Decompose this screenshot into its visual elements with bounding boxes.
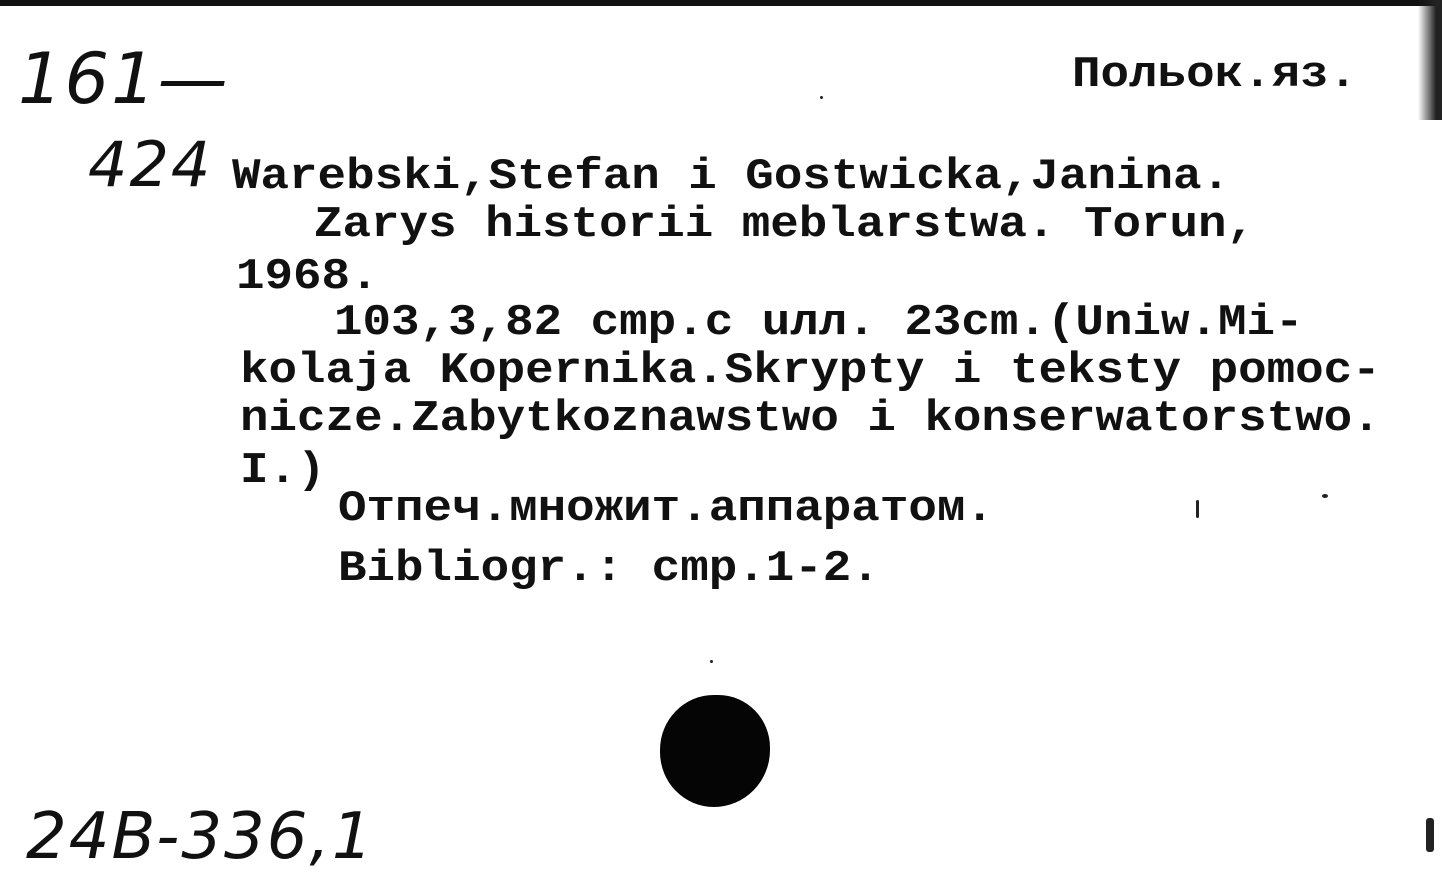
series-line-3: I.) xyxy=(240,446,326,496)
ink-speck xyxy=(1196,500,1199,518)
ink-speck xyxy=(820,96,823,99)
subject-heading: Польок.яз. xyxy=(1072,50,1358,100)
card-top-edge xyxy=(0,0,1442,6)
title-line: Zarys historii meblarstwa. Torun, xyxy=(314,200,1256,250)
bottom-number: 24B-336,1 xyxy=(26,800,375,874)
author-line: Warebski,Stefan i Gostwicka,Janina. xyxy=(232,152,1231,202)
shelfmark-line-1: 161— xyxy=(18,38,230,120)
note-line-1: Отпеч.множит.аппаратом. xyxy=(338,484,994,534)
series-line-2: nicze.Zabytkoznawstwo i konserwatorstwo. xyxy=(240,394,1381,444)
punch-hole xyxy=(660,695,770,807)
year-line: 1968. xyxy=(236,252,379,302)
card-corner-shadow xyxy=(1418,0,1442,120)
series-line-1: kolaja Kopernika.Skrypty i teksty pomoc- xyxy=(240,346,1381,396)
ink-speck xyxy=(1426,818,1434,852)
note-line-2: Bibliogr.: cmp.1-2. xyxy=(338,544,880,594)
shelfmark-line-2: 424 xyxy=(88,128,213,201)
ink-speck xyxy=(710,660,713,663)
ink-speck xyxy=(1322,494,1328,498)
collation-line: 103,3,82 cmp.c uлл. 23cm.(Uniw.Mi- xyxy=(334,298,1304,348)
